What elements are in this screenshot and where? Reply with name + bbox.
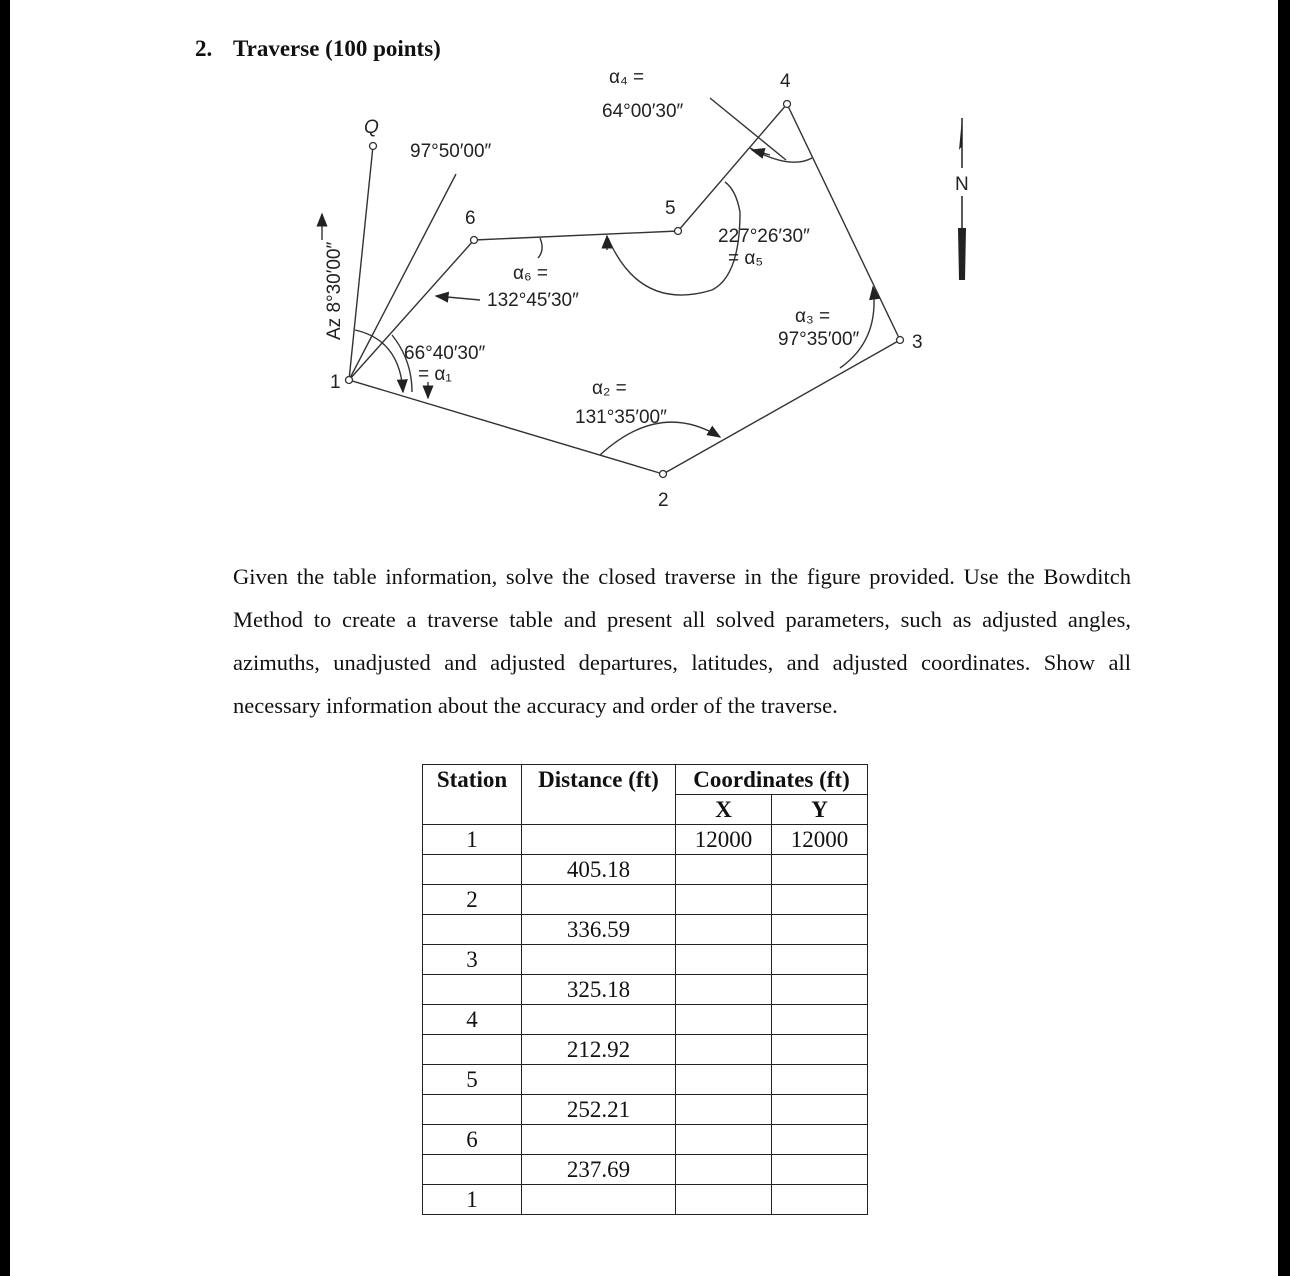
header-distance: Distance (ft) (522, 765, 676, 795)
cell-station: 5 (423, 1065, 522, 1095)
cell-y (772, 1155, 868, 1185)
cell-station (423, 855, 522, 885)
station-marker-1 (346, 377, 353, 384)
station-label-6: 6 (465, 208, 476, 229)
course-3-4 (787, 104, 900, 340)
cell-y (772, 945, 868, 975)
angle-1-value: 66°40′30″ (404, 343, 486, 364)
arc-alpha6 (538, 238, 542, 258)
cell-y (772, 975, 868, 1005)
station-marker-6 (471, 237, 478, 244)
angle-5-value: 227°26′30″ (718, 226, 810, 247)
cell-station (423, 1095, 522, 1125)
course-2-3 (663, 340, 900, 474)
cell-x (676, 1185, 772, 1215)
station-marker-q (370, 143, 377, 150)
cell-y (772, 885, 868, 915)
course-4-5 (678, 104, 787, 231)
table-row (423, 1155, 868, 1185)
station-label-2: 2 (658, 490, 669, 511)
angle-6-value: 132°45′30″ (487, 290, 579, 311)
station-label-4: 4 (780, 71, 791, 92)
cell-x (676, 1035, 772, 1065)
cell-station: 1 (423, 1185, 522, 1215)
table-row (423, 975, 868, 1005)
cell-x (676, 1095, 772, 1125)
north-label: N (955, 174, 969, 195)
cell-distance: 212.92 (522, 1035, 676, 1065)
line-to-q (349, 146, 373, 380)
problem-statement: Given the table information, solve the closed traverse in the figure provided. Use the Bowditch Method to create a traverse table and present all solved parameters, such as adjusted angles, azimuths, unadjusted and adjusted departures, latitudes, and adjusted coordinates. Show all necessary information about the accuracy and order of the traverse. (233, 564, 1131, 718)
header-station: Station (423, 765, 522, 795)
cell-station: 1 (423, 825, 522, 855)
cell-station (423, 975, 522, 1005)
table-row (423, 885, 868, 915)
table-row (423, 1095, 868, 1125)
cell-y (772, 1065, 868, 1095)
cell-y (772, 1125, 868, 1155)
station-marker-3 (897, 337, 904, 344)
cell-distance (522, 1065, 676, 1095)
cell-station: 6 (423, 1125, 522, 1155)
station-label-1: 1 (330, 372, 341, 393)
table-row (423, 945, 868, 975)
cell-distance: 405.18 (522, 855, 676, 885)
cell-x (676, 1125, 772, 1155)
cell-station: 4 (423, 1005, 522, 1035)
cell-x (676, 975, 772, 1005)
header-y: Y (772, 795, 868, 825)
cell-y (772, 1095, 868, 1125)
angle-3-value: 97°35′00″ (778, 329, 860, 350)
bearing-q-label: 97°50′00″ (410, 141, 492, 162)
cell-station (423, 1155, 522, 1185)
table-row (423, 1005, 868, 1035)
course-5-6 (474, 231, 678, 240)
table-row (423, 1125, 868, 1155)
cell-distance: 237.69 (522, 1155, 676, 1185)
angle-3-symbol: α₃ = (795, 306, 831, 327)
angle-2-value: 131°35′00″ (575, 407, 667, 428)
cell-y (772, 1005, 868, 1035)
cell-y (772, 1185, 868, 1215)
cell-distance (522, 825, 676, 855)
cell-x (676, 915, 772, 945)
table-row (423, 1035, 868, 1065)
station-label-5: 5 (665, 198, 676, 219)
cell-distance: 252.21 (522, 1095, 676, 1125)
station-label-3: 3 (912, 332, 923, 353)
cell-x (676, 1005, 772, 1035)
cell-station (423, 915, 522, 945)
cell-station: 2 (423, 885, 522, 915)
table-row (423, 1185, 868, 1215)
cell-distance (522, 1005, 676, 1035)
station-marker-4 (784, 101, 791, 108)
cell-station (423, 1035, 522, 1065)
alpha6-leader (436, 296, 480, 300)
north-arrow (955, 118, 969, 280)
angle-6-symbol: α₆ = (513, 263, 549, 284)
header-x: X (676, 795, 772, 825)
angle-4-value: 64°00′30″ (602, 101, 684, 122)
cell-x (676, 885, 772, 915)
header-distance-cont (522, 795, 676, 825)
cell-distance (522, 945, 676, 975)
table-row (423, 1065, 868, 1095)
cell-distance: 336.59 (522, 915, 676, 945)
header-coordinates: Coordinates (ft) (676, 765, 868, 795)
cell-y (772, 1035, 868, 1065)
cell-y (772, 915, 868, 945)
question-number: 2. (195, 36, 213, 61)
cell-distance: 325.18 (522, 975, 676, 1005)
angle-4-symbol: α₄ = (609, 67, 645, 88)
table-row (423, 855, 868, 885)
cell-distance (522, 1185, 676, 1215)
traverse-table (422, 764, 868, 1215)
angle-5-symbol: = α₅ (728, 248, 764, 269)
table-row (423, 825, 868, 855)
traverse-diagram (0, 0, 1290, 530)
cell-x (676, 1155, 772, 1185)
cell-x (676, 945, 772, 975)
question-title: Traverse (100 points) (233, 36, 441, 61)
cell-x (676, 855, 772, 885)
cell-station: 3 (423, 945, 522, 975)
station-marker-5 (675, 228, 682, 235)
station-label-q: Q (364, 117, 379, 138)
cell-y: 12000 (772, 825, 868, 855)
station-marker-2 (660, 471, 667, 478)
angle-1-symbol: = α₁ (418, 364, 452, 385)
arc-alpha3 (840, 287, 874, 368)
header-station-cont (423, 795, 522, 825)
cell-distance (522, 1125, 676, 1155)
cell-x: 12000 (676, 825, 772, 855)
cell-y (772, 855, 868, 885)
angle-2-symbol: α₂ = (592, 378, 627, 399)
cell-distance (522, 885, 676, 915)
azimuth-label: Az 8°30′00″ (324, 241, 345, 340)
table-row (423, 915, 868, 945)
alpha4-leader (710, 98, 786, 160)
cell-x (676, 1065, 772, 1095)
